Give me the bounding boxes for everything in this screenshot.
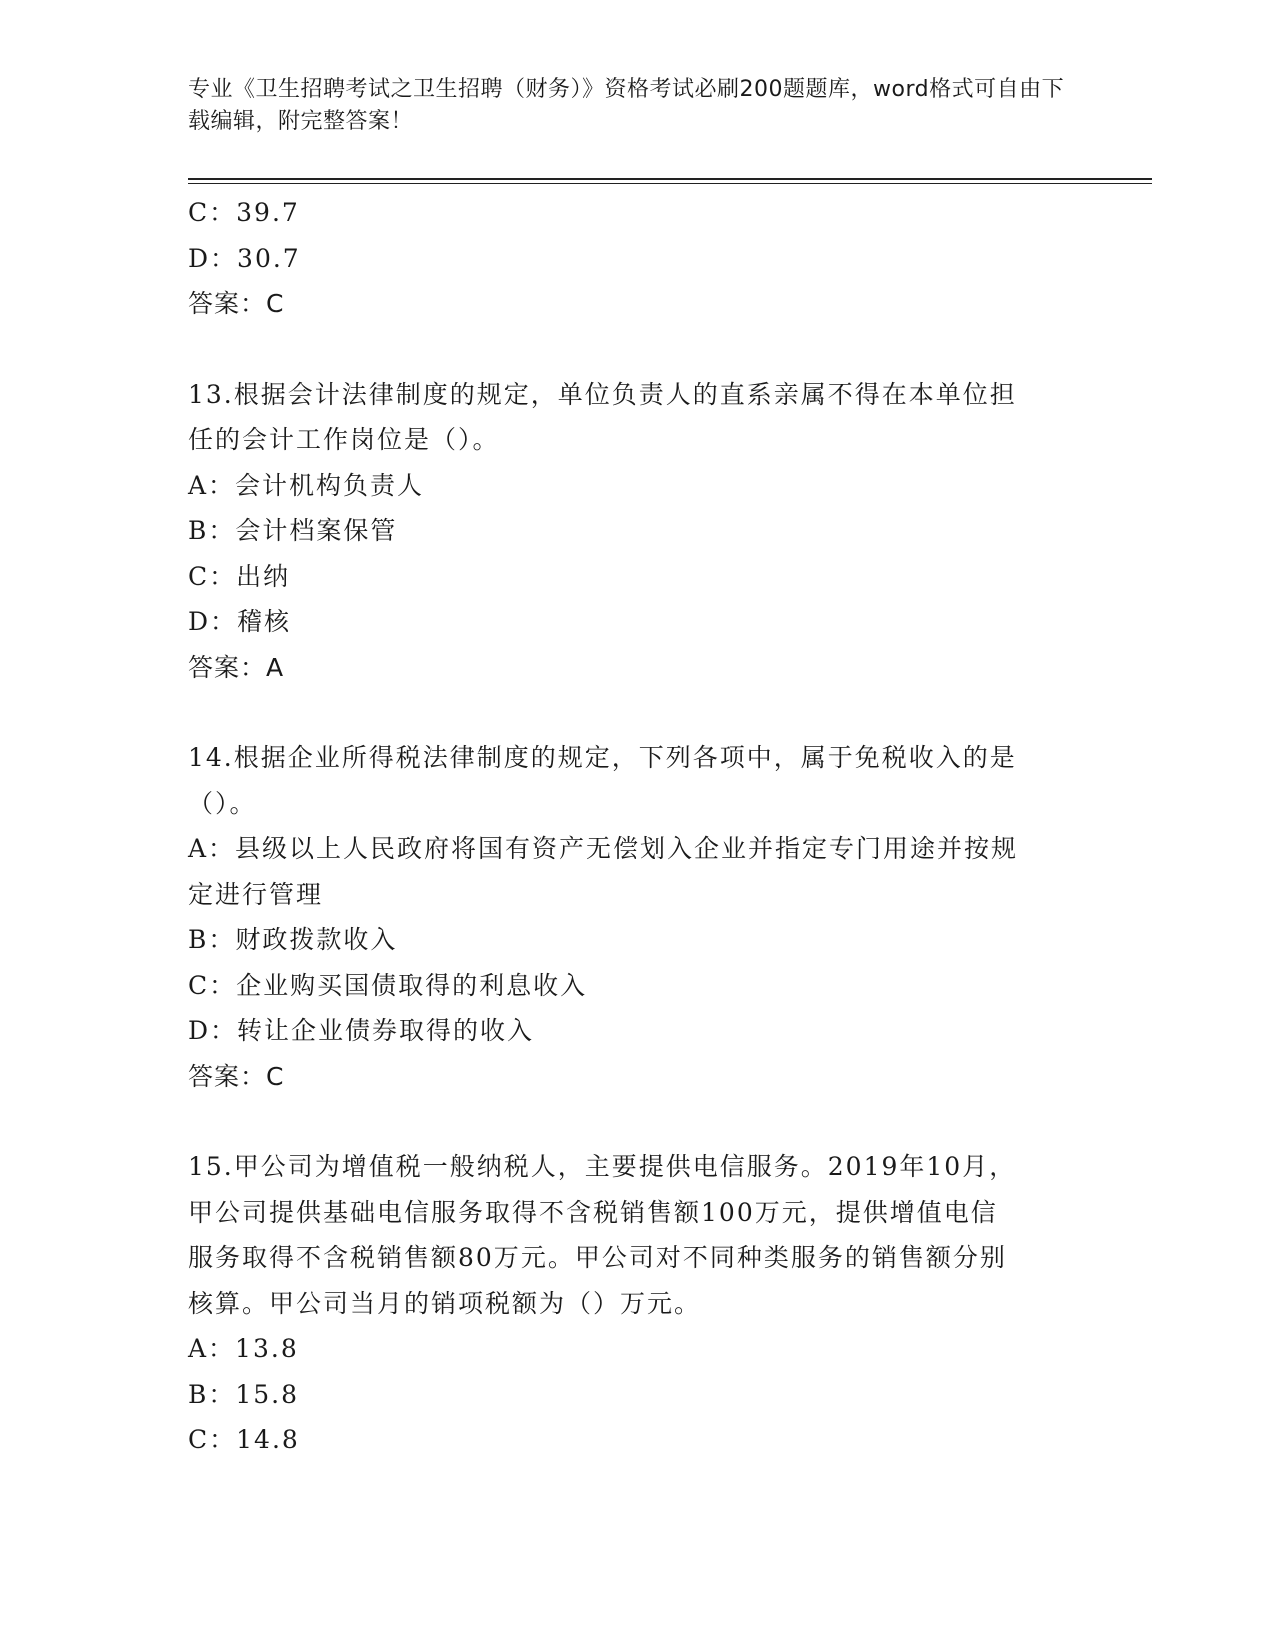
spacer [188,1099,1088,1144]
question-stem-cont: 甲公司提供基础电信服务取得不含税销售额100万元，提供增值电信 [188,1197,998,1227]
option-d: D：转让企业债券取得的收入 [188,1016,535,1045]
header-divider [188,178,1152,180]
option-d: D：稽核 [188,607,292,636]
question-stem: 14.根据企业所得税法律制度的规定，下列各项中，属于免税收入的是 [188,743,1017,772]
question-stem-cont: 核算。甲公司当月的销项税额为（）万元。 [188,1288,702,1318]
answer: 答案：A [188,652,285,682]
question-15 [188,1144,1088,1463]
question-14 [188,735,1088,1099]
spacer [188,690,1088,735]
option-d: D：30.7 [188,243,301,273]
option-a: A：13.8 [188,1334,299,1363]
page-header [188,74,1068,138]
question-stem: 13.根据会计法律制度的规定，单位负责人的直系亲属不得在本单位担 [188,379,1017,409]
question-stem-cont: 服务取得不含税销售额80万元。甲公司对不同种类服务的销售额分别 [188,1243,1007,1272]
option-a: A：会计机构负责人 [188,470,425,500]
option-c: C：39.7 [188,198,300,227]
answer: 答案：C [188,1061,285,1091]
option-c: C：企业购买国债取得的利息收入 [188,970,588,1000]
option-c: C：出纳 [188,561,291,591]
answer: 答案：C [188,289,285,318]
option-b: B：会计档案保管 [188,516,398,545]
option-b: B：15.8 [188,1379,300,1409]
question-stem: 15.甲公司为增值税一般纳税人，主要提供电信服务。2019年10月， [188,1152,1017,1181]
header-divider-thin [188,183,1152,184]
option-a-cont: 定进行管理 [188,879,324,909]
question-stem-cont: 任的会计工作岗位是（）。 [188,425,500,454]
header-title: 专业《卫生招聘考试之卫生招聘（财务）》资格考试必刷200题题库，word格式可自由下载编辑，附完整答案！ [188,77,1065,134]
question-12-tail [188,190,1088,327]
question-content [188,190,1088,1463]
question-stem-cont: （）。 [188,788,257,818]
spacer [188,327,1088,372]
option-b: B：财政拨款收入 [188,925,398,954]
option-c: C：14.8 [188,1425,300,1454]
question-13 [188,372,1088,691]
option-a: A：县级以上人民政府将国有资产无偿划入企业并指定专门用途并按规 [188,834,1019,863]
